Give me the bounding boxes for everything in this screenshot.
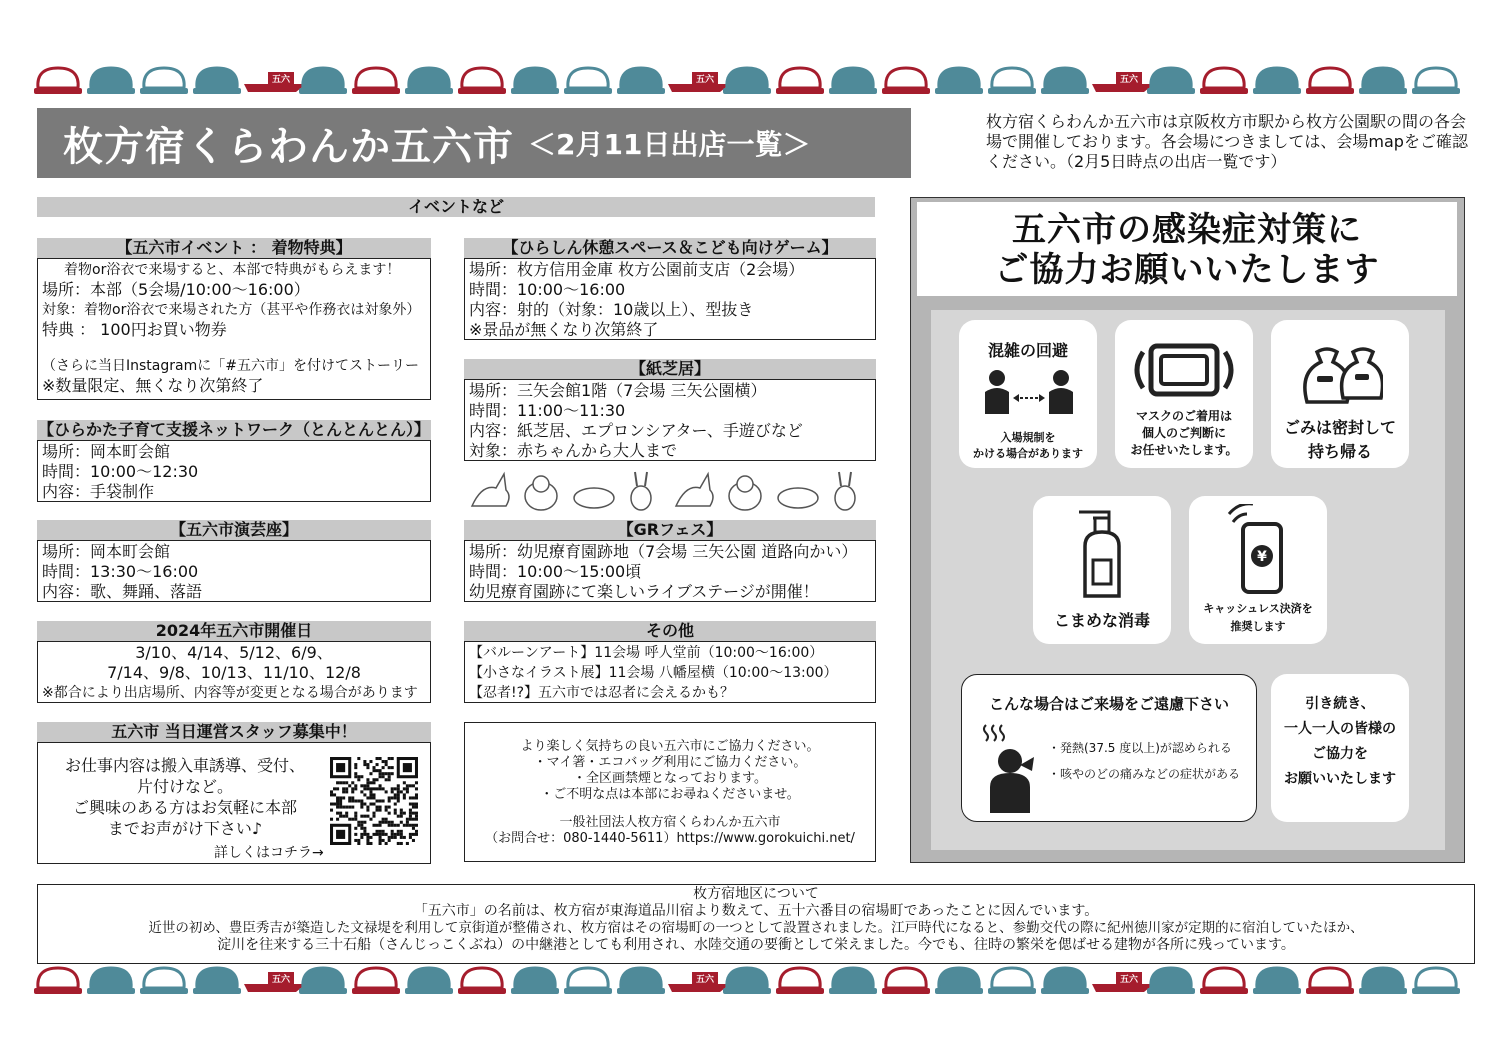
- bowl-icon: [1041, 68, 1089, 94]
- bowl-icon: [87, 968, 135, 994]
- hirashin-line: ※景品が無くなり次第終了: [469, 320, 659, 339]
- bowl-icon: [140, 968, 188, 994]
- engei-line: 時間：13:30～16:00: [42, 562, 199, 581]
- sick-person-icon: [980, 719, 1040, 813]
- mask-note: 個人のご判断に: [1141, 426, 1226, 440]
- infection-measures-panel: [910, 197, 1465, 863]
- bowl-icon: [34, 68, 82, 94]
- bowl-icon: [352, 968, 400, 994]
- hirashin-line: 時間：10:00～16:00: [469, 280, 626, 299]
- bowl-icon: [193, 68, 241, 94]
- schedule-note: ※都合により出店場所、内容等が変更となる場合があります: [42, 685, 418, 701]
- animal-icon: [676, 474, 713, 506]
- engei-box: [37, 520, 431, 602]
- staff-more-link[interactable]: 詳しくはコチラ→: [214, 845, 324, 861]
- boat-icon: [1092, 972, 1154, 992]
- staff-recruit-header: 五六市 当日運営スタッフ募集中！: [37, 722, 431, 742]
- page-title-bar: [37, 108, 911, 178]
- schedule-line: 7/14、9/8、10/13、11/10、12/8: [107, 663, 361, 682]
- intro-text: 枚方宿くらわんか五六市は京阪枚方市駅から枚方公園駅の間の各会場で開催しております。各会場につきましては、会場mapをご確認ください。（2月5日時点の出店一覧です）: [986, 112, 1468, 171]
- bowl-icon: [1359, 968, 1407, 994]
- organizer-contact[interactable]: （お問合せ：080-1440-5611）https://www.gorokuichi.net/: [485, 831, 855, 846]
- bowl-icon: [1200, 68, 1248, 94]
- bowl-icon: [617, 68, 665, 94]
- bowl-icon: [1306, 68, 1354, 94]
- organizer-name: 一般社団法人枚方宿くらわんか五六市: [559, 815, 781, 830]
- tonton-box: [37, 420, 431, 502]
- notice-line: ・全区画禁煙となっております。: [573, 771, 767, 786]
- thanks-line: ご協力を: [1312, 746, 1368, 762]
- cashless-card: [1189, 496, 1327, 644]
- area-line: 「五六市」の名前は、枚方宿が東海道品川宿より数えて、五十六番目の宿場町であったことに因んでいます。: [413, 903, 1099, 919]
- area-line: 近世の初め、豊臣秀吉が築造した文禄堤を利用して京街道が整備され、枚方宿はその宿場町の一つとして設置されました。江戸時代になると、参勤交代の際に紀州徳川家が定期的に宿泊していたほか、: [148, 920, 1364, 936]
- bowl-icon: [1200, 968, 1248, 994]
- trash-card: [1271, 320, 1409, 468]
- boat-icon: [244, 72, 306, 92]
- bowl-icon: [405, 968, 453, 994]
- mask-icon: [1129, 340, 1239, 400]
- animal-icon: [778, 488, 818, 508]
- notice-line: ・ご不明な点は本部にお尋ねくださいませ。: [540, 787, 800, 802]
- boat-icon: [668, 972, 730, 992]
- bowl-icon: [1253, 968, 1301, 994]
- tonton-line: 場所：岡本町会館: [42, 442, 171, 461]
- area-title: 枚方宿地区について: [693, 886, 819, 902]
- bowl-icon: [829, 68, 877, 94]
- bowl-icon: [723, 68, 771, 94]
- infection-title-line: 五六市の感染症対策に: [1012, 210, 1362, 250]
- mask-card: [1115, 320, 1253, 468]
- crowd-avoid-title: 混雑の回避: [987, 341, 1068, 360]
- thanks-line: お願いいたします: [1284, 771, 1396, 787]
- sanitize-label: こまめな消毒: [1053, 611, 1150, 630]
- refrain-item: ・咳やのどの痛みなどの症状がある: [1048, 767, 1241, 781]
- kimono-line: （さらに当日Instagramに「#五六市」を付けてストーリー: [42, 358, 419, 374]
- boat-icon: [668, 72, 730, 92]
- bowl-icon: [1147, 968, 1195, 994]
- infection-title: [917, 202, 1457, 296]
- bowl-icon: [882, 68, 930, 94]
- staff-line: までお声がけ下さい♪: [107, 819, 263, 838]
- kamishibai-header: 【紙芝居】: [464, 359, 876, 379]
- boat-label: 五六: [695, 975, 715, 985]
- animal-icon: [472, 474, 509, 506]
- bowl-icon: [617, 968, 665, 994]
- qr-code[interactable]: [330, 757, 418, 845]
- animal-icon: [729, 476, 761, 510]
- thanks-card: [1271, 674, 1409, 822]
- tonton-line: 内容：手袋制作: [42, 482, 155, 501]
- tonton-header: 【ひらかた子育て支援ネットワーク（とんとんとん）】: [37, 420, 430, 439]
- bowl-icon: [352, 68, 400, 94]
- gr-line: 幼児療育園跡にて楽しいライブステージが開催！: [469, 582, 819, 601]
- schedule-line: 3/10、4/14、5/12、6/9、: [135, 643, 333, 662]
- bowl-icon: [935, 68, 983, 94]
- thanks-line: 一人一人の皆様の: [1284, 721, 1396, 737]
- animal-icon: [835, 472, 855, 510]
- mask-note: マスクのご着用は: [1135, 409, 1232, 423]
- animal-icon: [574, 488, 614, 508]
- boat-label: 五六: [271, 75, 291, 85]
- bowl-icon: [988, 968, 1036, 994]
- crowd-avoid-note: かける場合があります: [973, 447, 1083, 460]
- engei-line: 場所：岡本町会館: [42, 542, 171, 561]
- other-line: 【バルーンアート】11会場 呼人堂前（10:00～16:00）: [469, 645, 824, 661]
- bowl-icon: [299, 68, 347, 94]
- bowl-icon: [1412, 68, 1460, 94]
- cashless-label: キャッシュレス決済を: [1203, 602, 1313, 615]
- other-line: 【小さなイラスト展】11会場 八幡屋横（10:00～13:00）: [469, 665, 838, 681]
- trash-label: 持ち帰る: [1307, 442, 1372, 461]
- refrain-card: [961, 674, 1257, 822]
- gr-fes-box: [464, 520, 876, 602]
- boat-label: 五六: [1119, 75, 1139, 85]
- schedule-box: [37, 621, 431, 703]
- cashless-label: 推奨します: [1230, 620, 1286, 633]
- area-line: 淀川を往来する三十石船（さんじっこくぶね）の中継港としても利用され、水陸交通の要衝として栄えました。今でも、往時の繁栄を偲ばせる建物が各所に残っています。: [217, 937, 1295, 953]
- bowl-icon: [140, 68, 188, 94]
- trash-label: ごみは密封して: [1283, 418, 1396, 437]
- gr-line: 時間：10:00～15:00頃: [469, 562, 642, 581]
- kamishibai-line: 場所：三矢会館1階（7会場 三矢公園横）: [469, 381, 767, 400]
- page-title: 枚方宿くらわんか五六市: [63, 123, 514, 170]
- engei-line: 内容：歌、舞踊、落語: [42, 582, 203, 601]
- notice-line: ・マイ箸・エコバッグ利用にご協力ください。: [533, 755, 807, 770]
- bowl-icon: [776, 968, 824, 994]
- refrain-item: ・発熱(37.5 度以上)が認められる: [1048, 741, 1232, 755]
- boat-label: 五六: [271, 975, 291, 985]
- sanitizer-bottle-icon: [1071, 506, 1133, 600]
- bowl-icon: [405, 68, 453, 94]
- area-info-box: [37, 884, 1475, 964]
- hirashin-line: 場所：枚方信用金庫 枚方公園前支店（2会場）: [469, 260, 805, 279]
- schedule-header: 2024年五六市開催日: [37, 621, 431, 641]
- kamishibai-line: 対象：赤ちゃんから大人まで: [469, 441, 678, 460]
- staff-line: お仕事内容は搬入車誘導、受付、: [64, 756, 305, 775]
- bowl-icon: [776, 68, 824, 94]
- bowl-icon: [511, 968, 559, 994]
- engei-header: 【五六市演芸座】: [37, 520, 431, 540]
- kimono-line: 着物or浴衣で来場すると、本部で特典がもらえます！: [64, 262, 401, 278]
- hirashin-line: 内容：射的（対象：10歳以上）、型抜き: [469, 300, 754, 319]
- notice-box: [464, 722, 876, 862]
- refrain-title: こんな場合はご来場をご遠慮下さい: [988, 695, 1229, 713]
- kimono-line: 対象：着物or浴衣で来場された方（甚平や作務衣は対象外）: [42, 302, 421, 318]
- crowd-avoid-note: 入場規制を: [1000, 431, 1056, 444]
- other-line: 【忍者!?】五六市では忍者に会えるかも？: [469, 685, 735, 701]
- bowl-icon: [193, 968, 241, 994]
- boat-icon: [244, 972, 306, 992]
- bowl-icon: [458, 968, 506, 994]
- staff-line: 片付けなど。: [136, 777, 233, 796]
- animal-icon: [525, 476, 557, 510]
- yen-symbol: ¥: [1257, 549, 1267, 565]
- bowl-icon: [1041, 968, 1089, 994]
- bowl-icon: [988, 68, 1036, 94]
- bowl-icon: [299, 968, 347, 994]
- kimono-line: 特典 ： 100円お買い物券: [42, 320, 227, 339]
- boat-label: 五六: [695, 75, 715, 85]
- bowl-icon: [1147, 68, 1195, 94]
- staff-line: ご興味のある方はお気軽に本部: [72, 798, 297, 817]
- bowl-icon: [1359, 68, 1407, 94]
- gr-fes-header: 【GRフェス】: [464, 520, 876, 540]
- bowl-icon: [723, 968, 771, 994]
- kamishibai-line: 時間：11:00～11:30: [469, 401, 626, 420]
- animal-icon: [631, 472, 651, 510]
- other-box: [464, 621, 876, 703]
- events-header: イベントなど: [37, 197, 875, 217]
- kimono-event-box: [37, 238, 431, 400]
- tonton-line: 時間：10:00～12:30: [42, 462, 199, 481]
- kimono-line: ※数量限定、無くなり次第終了: [42, 376, 264, 395]
- cashless-phone-icon: [1227, 504, 1287, 596]
- bowl-icon: [1253, 68, 1301, 94]
- top-decorative-band: [30, 62, 1480, 98]
- bottom-decorative-band: [30, 962, 1480, 998]
- gr-line: 場所：幼児療育園跡地（7会場 三矢公園 道路向かい）: [469, 542, 858, 561]
- kimono-line: 場所：本部（5会場/10:00～16:00）: [42, 280, 310, 299]
- sanitize-card: [1033, 496, 1171, 644]
- bowl-icon: [829, 968, 877, 994]
- social-distance-icon: [983, 368, 1075, 422]
- bowl-icon: [564, 968, 612, 994]
- boat-icon: [1092, 72, 1154, 92]
- infection-cards-area: [931, 310, 1445, 850]
- other-header: その他: [464, 621, 876, 641]
- staff-recruit-box: [37, 722, 431, 864]
- trash-bag-icon: [1297, 332, 1383, 406]
- kimono-event-header: 【五六市イベント ： 着物特典】: [37, 238, 431, 258]
- bowl-icon: [87, 68, 135, 94]
- kamishibai-box: [464, 359, 876, 461]
- infection-title-line: ご協力お願いいたします: [994, 250, 1380, 290]
- crowd-avoid-card: [959, 320, 1097, 468]
- bowl-icon: [34, 968, 82, 994]
- bowl-icon: [458, 68, 506, 94]
- bowl-icon: [882, 968, 930, 994]
- bowl-icon: [1306, 968, 1354, 994]
- bowl-icon: [1412, 968, 1460, 994]
- bowl-boat-pattern: [30, 62, 1480, 98]
- notice-line: より楽しく気持ちの良い五六市にご協力ください。: [520, 739, 820, 754]
- bowl-boat-pattern: [30, 962, 1480, 998]
- bowl-icon: [511, 68, 559, 94]
- page-subtitle: ＜2月11日出店一覧＞: [528, 128, 811, 161]
- bowl-icon: [935, 968, 983, 994]
- hirashin-box: [464, 238, 876, 340]
- mask-note: お任せいたします。: [1130, 443, 1238, 457]
- thanks-line: 引き続き、: [1305, 696, 1375, 712]
- animal-illustration-row: [462, 466, 876, 514]
- boat-label: 五六: [1119, 975, 1139, 985]
- bowl-icon: [564, 68, 612, 94]
- hirashin-header: 【ひらしん休憩スペース＆こども向けゲーム】: [464, 238, 876, 258]
- kamishibai-line: 内容：紙芝居、エプロンシアター、手遊びなど: [469, 421, 803, 440]
